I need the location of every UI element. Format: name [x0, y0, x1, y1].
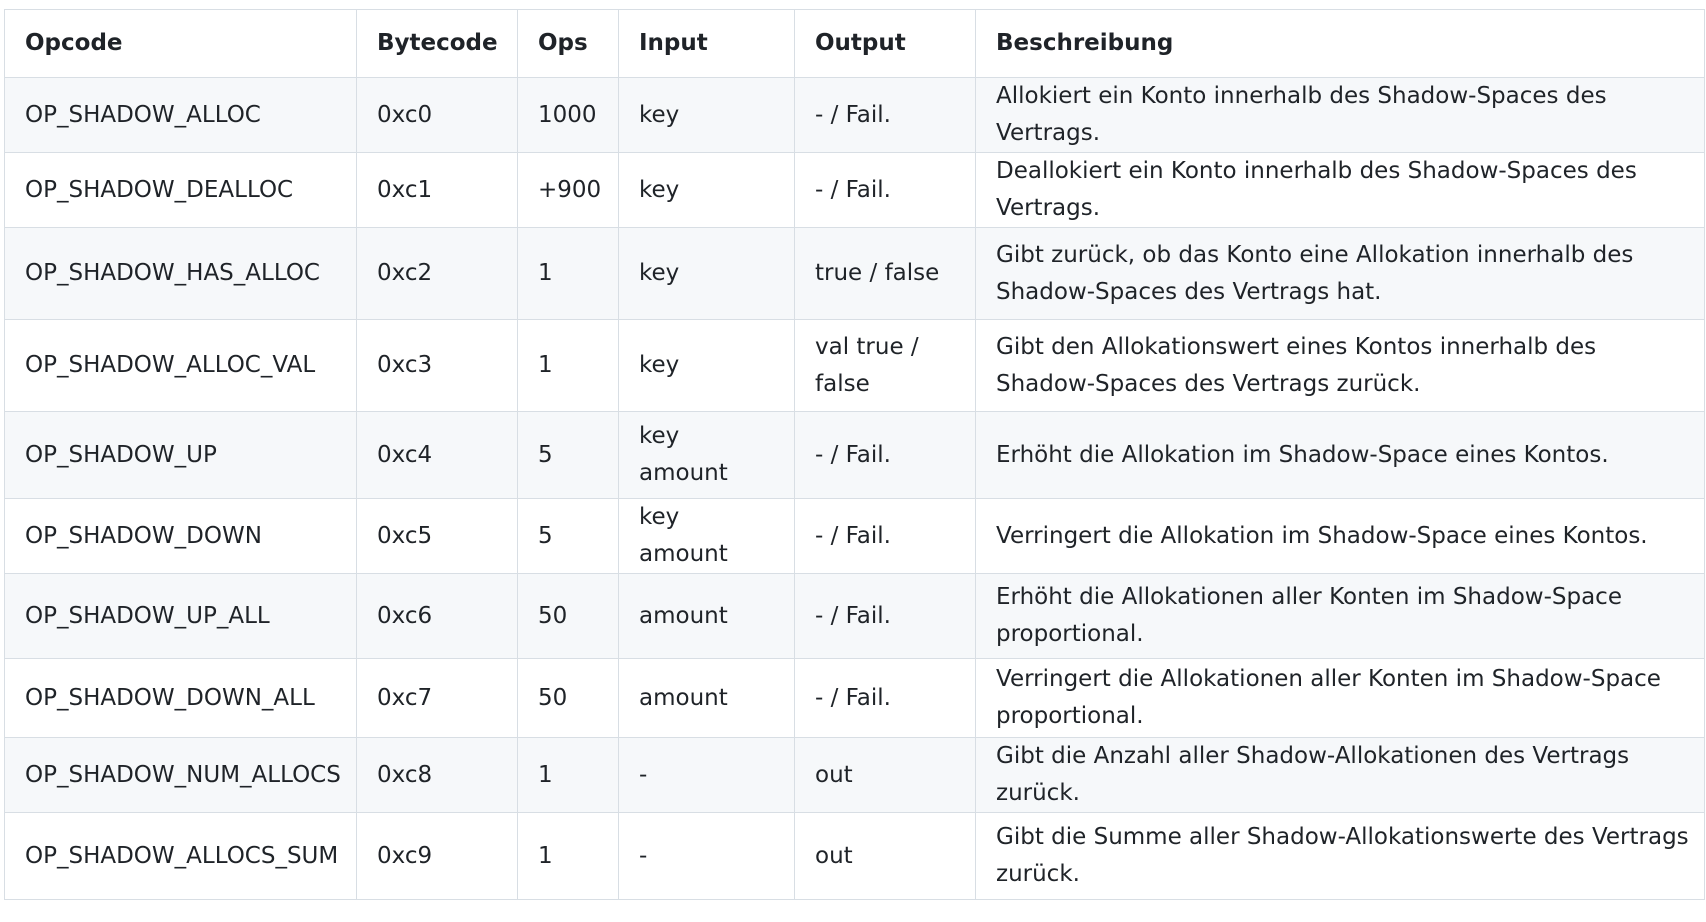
cell-opcode: OP_SHADOW_DEALLOC: [5, 153, 357, 228]
cell-bytecode: 0xc7: [357, 659, 518, 738]
cell-bytecode: 0xc8: [357, 738, 518, 813]
table-row: [5, 659, 1705, 738]
cell-output: true / false: [795, 228, 976, 320]
cell-output: out: [795, 813, 976, 900]
cell-output: - / Fail.: [795, 78, 976, 153]
cell-opcode: OP_SHADOW_UP_ALL: [5, 574, 357, 659]
cell-input: -: [619, 813, 795, 900]
cell-description: Gibt die Anzahl aller Shadow-Allokationen des Vertrags zurück.: [976, 738, 1705, 813]
cell-opcode: OP_SHADOW_ALLOC: [5, 78, 357, 153]
header-beschreibung: Beschreibung: [976, 10, 1705, 78]
cell-ops: 5: [518, 499, 619, 574]
cell-opcode: OP_SHADOW_ALLOC_VAL: [5, 320, 357, 412]
cell-output: - / Fail.: [795, 412, 976, 499]
table-row: [5, 320, 1705, 412]
cell-ops: 1: [518, 813, 619, 900]
table-row: [5, 412, 1705, 499]
table-row: [5, 78, 1705, 153]
cell-description: Verringert die Allokationen aller Konten im Shadow-Space proportional.: [976, 659, 1705, 738]
cell-input: key: [619, 153, 795, 228]
cell-bytecode: 0xc6: [357, 574, 518, 659]
cell-output: out: [795, 738, 976, 813]
cell-input: amount: [619, 659, 795, 738]
cell-bytecode: 0xc3: [357, 320, 518, 412]
cell-description: Deallokiert ein Konto innerhalb des Shadow-Spaces des Vertrags.: [976, 153, 1705, 228]
table-row: [5, 574, 1705, 659]
cell-opcode: OP_SHADOW_DOWN: [5, 499, 357, 574]
cell-input: key: [619, 78, 795, 153]
table-row: [5, 228, 1705, 320]
cell-ops: 1: [518, 320, 619, 412]
cell-description: Allokiert ein Konto innerhalb des Shadow-Spaces des Vertrags.: [976, 78, 1705, 153]
cell-ops: 1000: [518, 78, 619, 153]
header-opcode: Opcode: [5, 10, 357, 78]
cell-ops: 50: [518, 659, 619, 738]
table-header-row: [5, 10, 1705, 78]
cell-ops: 1: [518, 738, 619, 813]
cell-bytecode: 0xc5: [357, 499, 518, 574]
cell-description: Gibt die Summe aller Shadow-Allokationswerte des Vertrags zurück.: [976, 813, 1705, 900]
header-bytecode: Bytecode: [357, 10, 518, 78]
cell-opcode: OP_SHADOW_DOWN_ALL: [5, 659, 357, 738]
cell-description: Erhöht die Allokation im Shadow-Space eines Kontos.: [976, 412, 1705, 499]
header-input: Input: [619, 10, 795, 78]
cell-bytecode: 0xc9: [357, 813, 518, 900]
cell-output: val true / false: [795, 320, 976, 412]
header-ops: Ops: [518, 10, 619, 78]
table-row: [5, 738, 1705, 813]
cell-opcode: OP_SHADOW_HAS_ALLOC: [5, 228, 357, 320]
cell-description: Erhöht die Allokationen aller Konten im Shadow-Space proportional.: [976, 574, 1705, 659]
table-row: [5, 813, 1705, 900]
cell-opcode: OP_SHADOW_ALLOCS_SUM: [5, 813, 357, 900]
opcode-table-container: [4, 9, 1704, 900]
cell-opcode: OP_SHADOW_UP: [5, 412, 357, 499]
cell-bytecode: 0xc0: [357, 78, 518, 153]
cell-input: key: [619, 320, 795, 412]
cell-ops: 50: [518, 574, 619, 659]
cell-input: -: [619, 738, 795, 813]
cell-output: - / Fail.: [795, 574, 976, 659]
cell-output: - / Fail.: [795, 499, 976, 574]
cell-output: - / Fail.: [795, 153, 976, 228]
cell-input: amount: [619, 574, 795, 659]
cell-ops: 5: [518, 412, 619, 499]
cell-description: Gibt den Allokationswert eines Kontos innerhalb des Shadow-Spaces des Vertrags zurück.: [976, 320, 1705, 412]
cell-input: key amount: [619, 499, 795, 574]
cell-input: key: [619, 228, 795, 320]
cell-input: key amount: [619, 412, 795, 499]
cell-description: Gibt zurück, ob das Konto eine Allokation innerhalb des Shadow-Spaces des Vertrags hat.: [976, 228, 1705, 320]
cell-opcode: OP_SHADOW_NUM_ALLOCS: [5, 738, 357, 813]
table-row: [5, 499, 1705, 574]
table-row: [5, 153, 1705, 228]
cell-description: Verringert die Allokation im Shadow-Space eines Kontos.: [976, 499, 1705, 574]
cell-ops: +900: [518, 153, 619, 228]
opcode-table: [4, 9, 1705, 900]
cell-ops: 1: [518, 228, 619, 320]
cell-bytecode: 0xc4: [357, 412, 518, 499]
cell-output: - / Fail.: [795, 659, 976, 738]
cell-bytecode: 0xc2: [357, 228, 518, 320]
cell-bytecode: 0xc1: [357, 153, 518, 228]
header-output: Output: [795, 10, 976, 78]
